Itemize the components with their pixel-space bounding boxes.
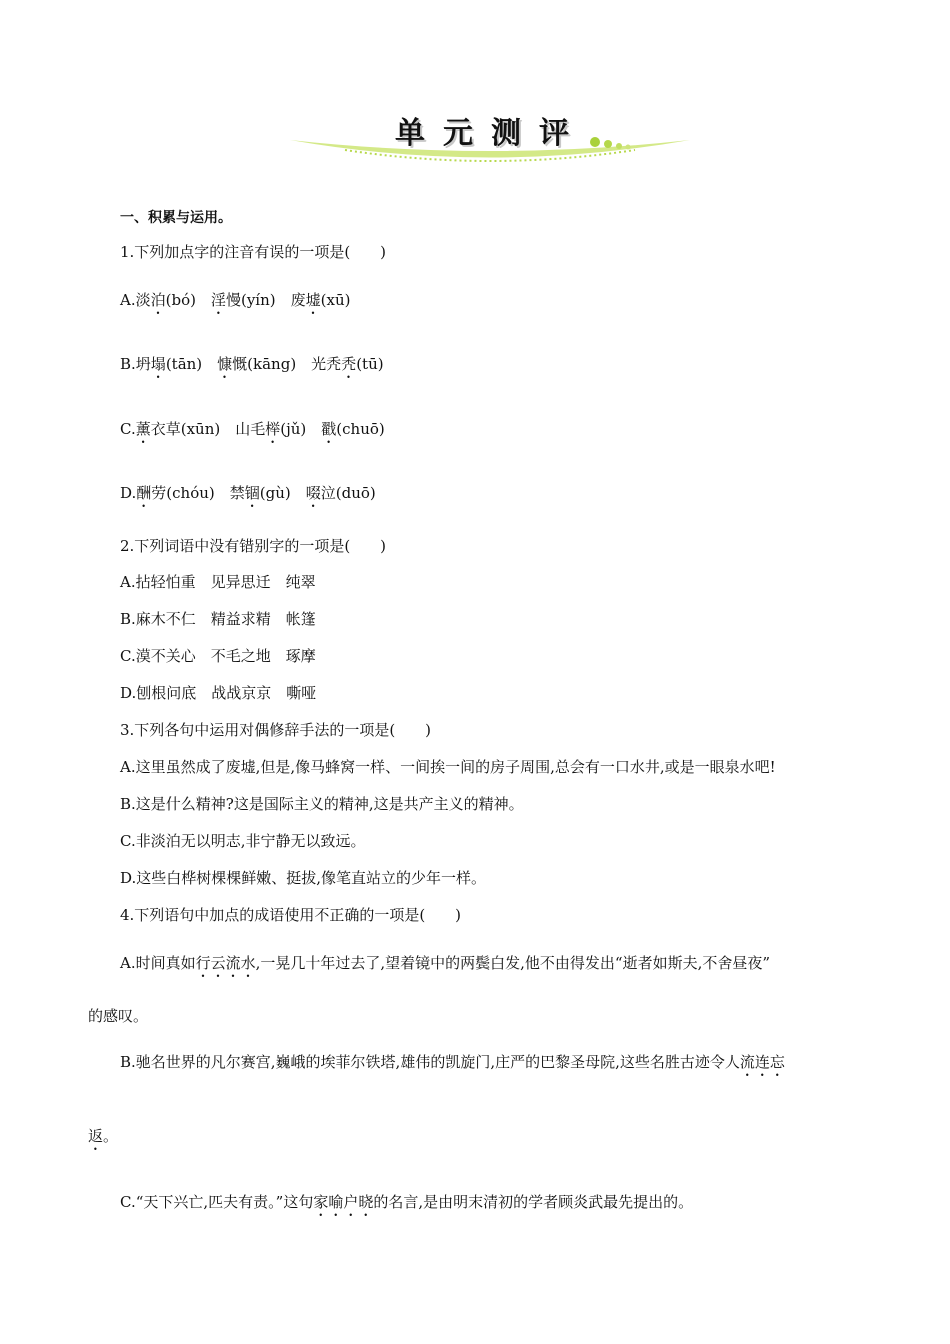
question-4-option-b: B.驰名世界的凡尔赛宫,巍峨的埃菲尔铁塔,雄伟的凯旋门,庄严的巴黎圣母院,这些名胜古迹令人流连忘 [120,1053,785,1071]
question-4-stem: 4.下列语句中加点的成语使用不正确的一项是( ) [120,906,462,924]
question-3-option-d: D.这些白桦树棵棵鲜嫩、挺拔,像笔直站立的少年一样。 [120,869,487,887]
question-1-stem: 1.下列加点字的注音有误的一项是( ) [120,243,387,261]
question-1-option-c: C.薰衣草(xūn) 山毛榉(jǔ) 戳(chuō) [120,420,385,438]
question-2-option-d: D.刨根问底 战战京京 嘶哑 [120,684,317,702]
question-4-option-b-continued: 返。 [88,1127,119,1145]
question-3-stem: 3.下列各句中运用对偶修辞手法的一项是( ) [120,721,432,739]
question-4-option-c: C.“天下兴亡,匹夫有责。”这句家喻户晓的名言,是由明末清初的学者顾炎武最先提出的。 [120,1193,694,1211]
question-1-option-d: D.酬劳(chóu) 禁锢(gù) 啜泣(duō) [120,484,376,502]
question-2-option-b: B.麻木不仁 精益求精 帐篷 [120,610,316,628]
page-title: 单元测评 [395,116,587,151]
question-1-option-b: B.坍塌(tān) 慷慨(kāng) 光秃秃(tū) [120,355,384,373]
question-3-option-c: C.非淡泊无以明志,非宁静无以致远。 [120,832,366,850]
question-4-option-a-continued: 的感叹。 [88,1007,149,1025]
question-2-stem: 2.下列词语中没有错别字的一项是( ) [120,537,387,555]
question-2-option-a: A.拈轻怕重 见异思迁 纯翠 [120,573,316,591]
question-1-option-a: A.淡泊(bó) 淫慢(yín) 废墟(xū) [120,291,351,309]
question-3-option-a: A.这里虽然成了废墟,但是,像马蜂窝一样、一间挨一间的房子周围,总会有一口水井,或是一眼泉水吧! [120,758,776,776]
question-4-option-a: A.时间真如行云流水,一晃几十年过去了,望着镜中的两鬓白发,他不由得发出“逝者如斯夫,不舍昼夜” [120,954,771,972]
section-heading: 一、积累与运用。 [120,210,232,226]
question-2-option-c: C.漠不关心 不毛之地 琢摩 [120,647,316,665]
question-3-option-b: B.这是什么精神?这是国际主义的精神,这是共产主义的精神。 [120,795,524,813]
